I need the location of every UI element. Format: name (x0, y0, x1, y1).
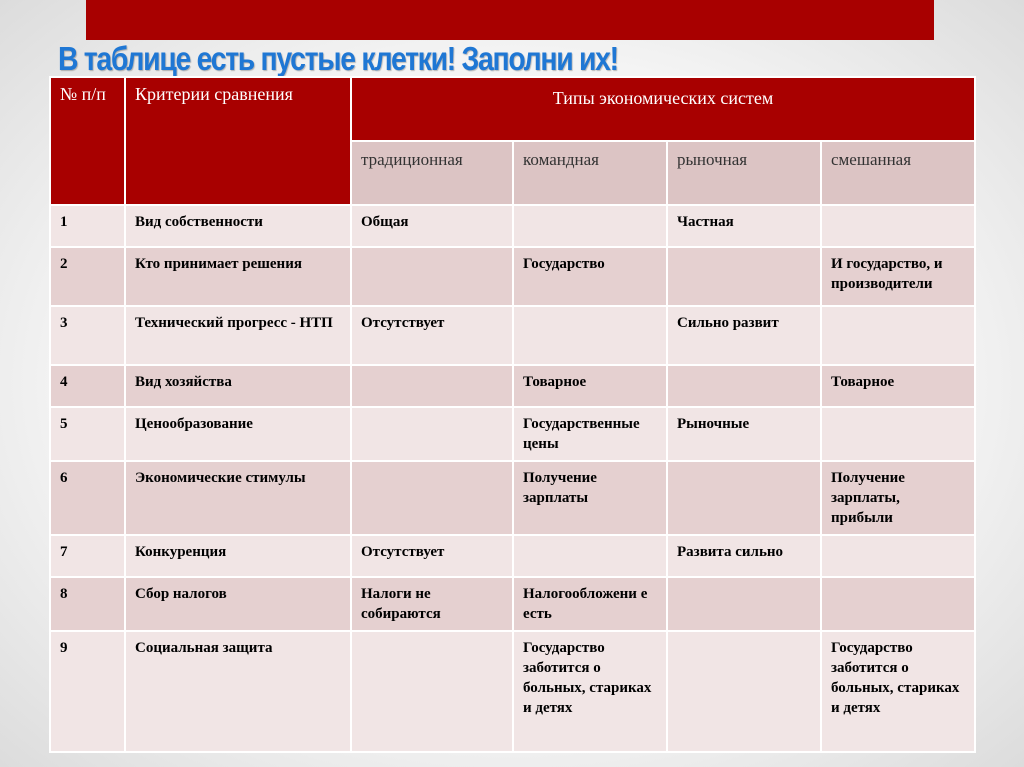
traditional-cell[interactable] (351, 407, 513, 461)
command-cell[interactable]: Налогообложени е есть (513, 577, 667, 631)
market-cell[interactable] (667, 365, 821, 407)
row-number: 7 (50, 535, 125, 577)
top-accent-bar (86, 0, 934, 40)
market-cell[interactable]: Рыночные (667, 407, 821, 461)
table-row (50, 247, 975, 306)
type-header-command: командная (513, 141, 667, 205)
mixed-cell[interactable]: Товарное (821, 365, 975, 407)
comparison-table (49, 76, 976, 753)
mixed-cell[interactable] (821, 205, 975, 247)
table-row (50, 631, 975, 752)
mixed-cell[interactable]: Государство заботится о больных, стариках и детях (821, 631, 975, 752)
market-cell[interactable] (667, 577, 821, 631)
row-number: 3 (50, 306, 125, 365)
criterion-cell: Социальная защита (125, 631, 351, 752)
criterion-cell: Кто принимает решения (125, 247, 351, 306)
traditional-cell[interactable] (351, 247, 513, 306)
header-number: № п/п (50, 77, 125, 205)
command-cell[interactable]: Товарное (513, 365, 667, 407)
market-cell[interactable] (667, 247, 821, 306)
mixed-cell[interactable] (821, 535, 975, 577)
market-cell[interactable]: Развита сильно (667, 535, 821, 577)
criterion-cell: Вид собственности (125, 205, 351, 247)
mixed-cell[interactable]: И государство, и производители (821, 247, 975, 306)
mixed-cell[interactable] (821, 407, 975, 461)
header-economic-system-types: Типы экономических систем (351, 77, 975, 141)
mixed-cell[interactable] (821, 577, 975, 631)
traditional-cell[interactable]: Отсутствует (351, 306, 513, 365)
command-cell[interactable]: Государство заботится о больных, стариках и детях (513, 631, 667, 752)
traditional-cell[interactable] (351, 461, 513, 535)
row-number: 9 (50, 631, 125, 752)
table-row (50, 407, 975, 461)
type-header-mixed: смешанная (821, 141, 975, 205)
market-cell[interactable]: Частная (667, 205, 821, 247)
table-row (50, 205, 975, 247)
traditional-cell[interactable]: Отсутствует (351, 535, 513, 577)
row-number: 4 (50, 365, 125, 407)
criterion-cell: Конкуренция (125, 535, 351, 577)
traditional-cell[interactable] (351, 365, 513, 407)
command-cell[interactable]: Государственные цены (513, 407, 667, 461)
table-row (50, 461, 975, 535)
traditional-cell[interactable] (351, 631, 513, 752)
table-row (50, 306, 975, 365)
criterion-cell: Технический прогресс - НТП (125, 306, 351, 365)
row-number: 1 (50, 205, 125, 247)
command-cell[interactable]: Получение зарплаты (513, 461, 667, 535)
market-cell[interactable] (667, 461, 821, 535)
row-number: 5 (50, 407, 125, 461)
command-cell[interactable] (513, 205, 667, 247)
table-row (50, 577, 975, 631)
type-header-market: рыночная (667, 141, 821, 205)
row-number: 8 (50, 577, 125, 631)
header-criteria: Критерии сравнения (125, 77, 351, 205)
criterion-cell: Сбор налогов (125, 577, 351, 631)
command-cell[interactable] (513, 306, 667, 365)
row-number: 6 (50, 461, 125, 535)
traditional-cell[interactable]: Налоги не собираются (351, 577, 513, 631)
mixed-cell[interactable] (821, 306, 975, 365)
command-cell[interactable]: Государство (513, 247, 667, 306)
criterion-cell: Ценообразование (125, 407, 351, 461)
table-row (50, 365, 975, 407)
market-cell[interactable] (667, 631, 821, 752)
criterion-cell: Экономические стимулы (125, 461, 351, 535)
mixed-cell[interactable]: Получение зарплаты, прибыли (821, 461, 975, 535)
traditional-cell[interactable]: Общая (351, 205, 513, 247)
slide-title: В таблице есть пустые клетки! Заполни их! (58, 40, 618, 77)
command-cell[interactable] (513, 535, 667, 577)
row-number: 2 (50, 247, 125, 306)
market-cell[interactable]: Сильно развит (667, 306, 821, 365)
table-row (50, 535, 975, 577)
type-header-traditional: традиционная (351, 141, 513, 205)
criterion-cell: Вид хозяйства (125, 365, 351, 407)
